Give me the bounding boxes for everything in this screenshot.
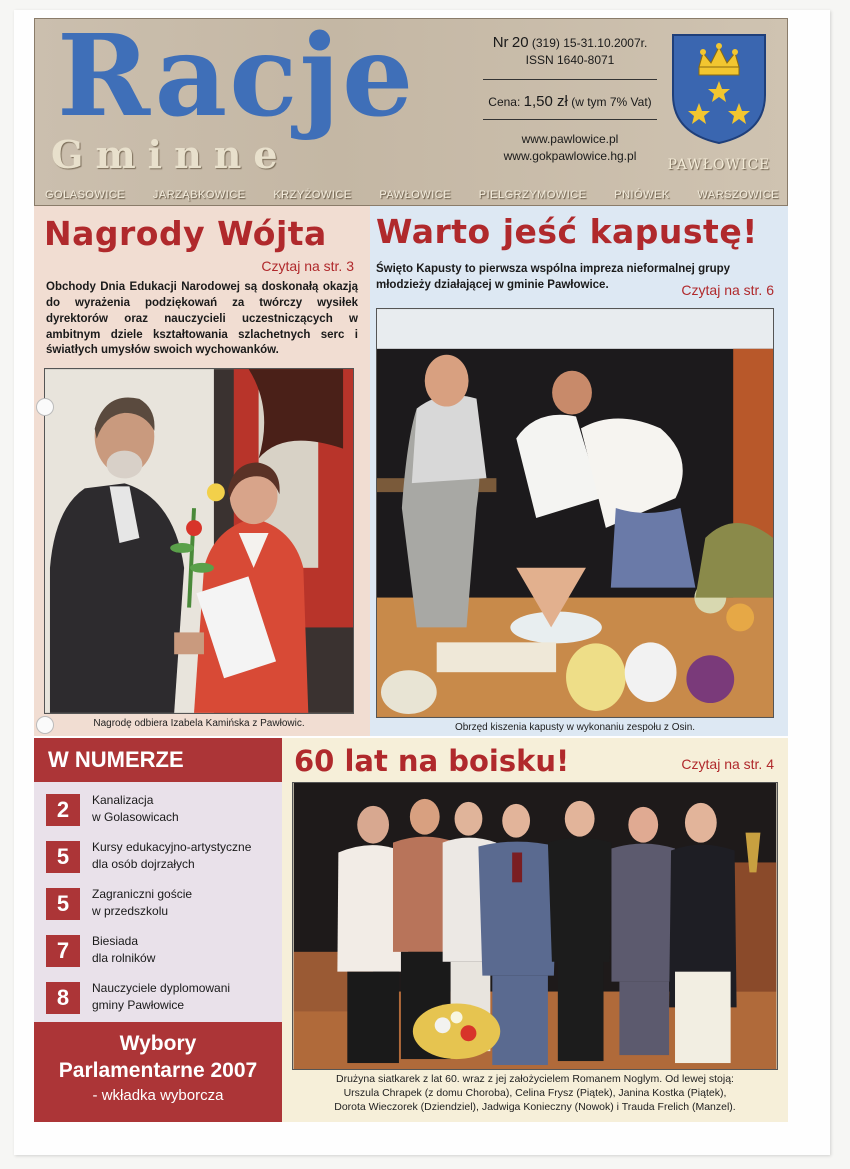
price [483, 93, 657, 110]
page-number-badge: 2 [46, 794, 80, 826]
list-item-line: Kanalizacja [92, 793, 154, 807]
article-awards [34, 206, 370, 736]
price-note: (w tym 7% Vat) [571, 95, 652, 109]
caption-line: Dorota Wieczorek (Dziendziel), Jadwiga Konieczny (Nowok) i Trauda Frelich (Manzel). [334, 1101, 736, 1114]
list-item-line: w przedszkolu [92, 903, 169, 918]
elections-line1: Wybory [119, 1032, 197, 1055]
photo-award-ceremony [44, 368, 354, 714]
caption-line: Urszula Chrapek (z domu Choroba), Celina Frysz (Piątek), Janina Kostka (Piątek), [343, 1087, 727, 1100]
village-name: WARSZOWICE [697, 189, 779, 201]
list-item[interactable] [46, 886, 278, 932]
divider [483, 79, 657, 80]
price-value: 1,50 zł [523, 93, 568, 110]
list-item-line: Biesiada [92, 934, 139, 948]
in-this-issue-list [46, 792, 278, 1027]
issue-info [483, 33, 657, 68]
issn: ISSN 1640-8071 [525, 52, 615, 67]
list-item-line: dla rolników [92, 950, 156, 965]
page-number-badge: 7 [46, 935, 80, 967]
url-gok[interactable]: www.gokpawlowice.hg.pl [503, 149, 637, 164]
caption-cabbage: Obrzęd kiszenia kapusty w wykonaniu zespołu z Osin. [454, 722, 696, 733]
village-name: KRZYŻOWICE [273, 189, 352, 201]
list-item-text [92, 792, 278, 826]
headline-awards: Nagrody Wójta [44, 214, 327, 253]
in-this-issue [34, 738, 282, 1122]
headline-volleyball: 60 lat na boisku! [294, 744, 570, 778]
binder-hole [36, 398, 54, 416]
title-gminne: Gminne [51, 132, 290, 177]
issue-prefix: Nr [492, 34, 509, 51]
village-name: JARZĄBKOWICE [152, 189, 246, 201]
coat-of-arms-icon [671, 33, 767, 145]
page-number-badge: 8 [46, 982, 80, 1014]
read-more-cabbage[interactable]: Czytaj na str. 6 [681, 282, 774, 298]
village-name: PAWŁOWICE [379, 189, 452, 201]
caption-line: Drużyna siatkarek z lat 60. wraz z jej założycielem Romanem Noglym. Od lewej stoją: [336, 1073, 734, 1085]
village-name: PIELGRZYMOWICE [478, 189, 587, 201]
issue-number: 20 [511, 34, 529, 51]
caption-awards: Nagrodę odbiera Izabela Kamińska z Pawłowic. [93, 718, 305, 729]
elections-line3: - wkładka wyborcza [92, 1086, 224, 1104]
list-item[interactable] [46, 839, 278, 885]
read-more-awards[interactable]: Czytaj na str. 3 [261, 258, 354, 274]
elections-line2: Parlamentarne 2007 [58, 1059, 258, 1083]
list-item-line: dla osób dojrzałych [92, 856, 195, 871]
divider [483, 119, 657, 120]
read-more-volleyball[interactable]: Czytaj na str. 4 [681, 756, 774, 772]
caption-volleyball [290, 1072, 780, 1115]
list-item-line: Kursy edukacyjno-artystyczne [92, 840, 252, 854]
binder-hole [36, 716, 54, 734]
lead-cabbage: Święto Kapusty to pierwsza wspólna impreza nieformalnej grupy młodzieży działającej w gminie Pawłowice. [376, 263, 731, 291]
list-item-text [92, 980, 278, 1014]
list-item[interactable] [46, 792, 278, 838]
lead-awards: Obchody Dnia Edukacji Narodowej są doskonałą okazją do wyrażenia podziękowań za twórczy wysiłek dyrektorów oraz nauczycieli uczestniczących w ambitnym dziele kształtowania szlachetnych serc i światłych umysłów swoich wychowanków. [46, 281, 358, 357]
headline-cabbage: Warto jeść kapustę! [376, 212, 758, 251]
issue-date: (319) 15-31.10.2007r. [531, 36, 648, 50]
page-number-badge: 5 [46, 888, 80, 920]
price-label: Cena: [488, 95, 521, 109]
list-item-text [92, 839, 278, 873]
list-item-line: Nauczyciele dyplomowani [92, 981, 231, 995]
page-number-badge: 5 [46, 841, 80, 873]
list-item[interactable] [46, 933, 278, 979]
list-item[interactable] [46, 980, 278, 1026]
list-item-text [92, 886, 278, 920]
crest-label: PAWŁOWICE [667, 157, 771, 173]
in-this-issue-title: W NUMERZE [34, 738, 282, 782]
title-racje: Racje [57, 11, 416, 142]
village-name: PNIÓWEK [614, 189, 670, 201]
masthead [34, 11, 788, 206]
list-item-line: w Golasowicach [92, 809, 179, 824]
urls [483, 131, 657, 166]
elections-insert-banner[interactable] [34, 1022, 282, 1122]
village-name: GOLASOWICE [45, 189, 126, 201]
photo-volleyball-team [292, 782, 778, 1070]
list-item-line: Zagraniczni goście [92, 887, 193, 901]
villages-bar [35, 189, 789, 201]
article-cabbage [370, 206, 788, 736]
url-pawlowice[interactable]: www.pawlowice.pl [521, 132, 619, 146]
article-volleyball [282, 738, 788, 1122]
list-item-line: gminy Pawłowice [92, 997, 185, 1012]
photo-cabbage-ritual [376, 308, 774, 718]
list-item-text [92, 933, 278, 967]
